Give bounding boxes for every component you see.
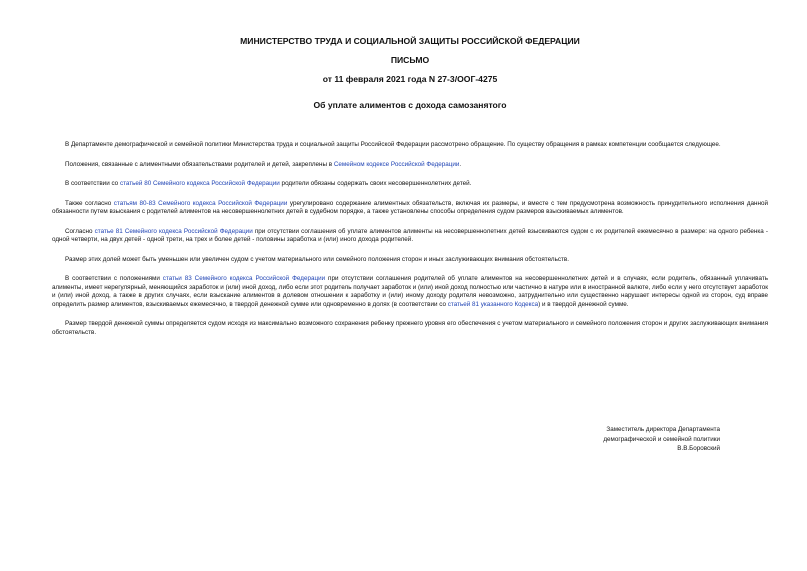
- family-code-link[interactable]: Семейном кодексе Российской Федерации: [333, 160, 460, 168]
- article-81-code-link[interactable]: статьей 81 указанного Кодекса: [447, 300, 539, 308]
- paragraph-text: урегулировано содержание алиментных обязательств, включая их размеры, и вместе с тем предусмотрена возможность принудительного исполнения данной обязанности путем взыскания с родителей алиментов на несовершеннолетних детей в судебном порядке, а также установлены способы определения судом размеров взыскиваемых алиментов.: [52, 199, 768, 215]
- paragraph-text: родители обязаны содержать своих несовершеннолетних детей.: [279, 180, 472, 187]
- signature-position: Заместитель директора Департамента: [606, 426, 720, 433]
- paragraph-text: Положения, связанные с алиментными обязательствами родителей и детей, закреплены в: [65, 160, 334, 168]
- article-81-link[interactable]: статье 81 Семейного кодекса Российской Федерации: [94, 227, 253, 235]
- paragraph-article-81: [52, 228, 768, 245]
- paragraph-articles-80-83: [52, 200, 768, 217]
- paragraph-text: В соответствии с положениями: [65, 275, 163, 282]
- paragraph-text: при отсутствии соглашения родителей об уплате алиментов на несовершеннолетних детей и в случаях, если родитель, обязанный уплачивать алименты, имеет нерегулярный, меняющийся заработок и (или) иной доход, либо если этот родитель получает заработок и (или) иной доход полностью или частично в натуре или в иностранной валюте, либо если у него отсутствует заработок и (или) иной доход, а также в других случаях, если взыскание алиментов в долевом отношении к заработку и (или) иному доходу родителя невозможно, затруднительно или существенно нарушает интересы одной из сторон, суд вправе определить размер алиментов, взыскиваемых ежемесячно, в твердой денежной сумме или одновременно в долях (в соответствии со: [52, 275, 768, 308]
- paragraph-text: ) и в твердой денежной сумме.: [538, 300, 629, 308]
- paragraph-article-80: [52, 180, 768, 189]
- paragraph-text: при отсутствии соглашения об уплате алиментов алименты на несовершеннолетних детей взыскиваются судом с их родителей ежемесячно в размере: на одного ребенка - одной четверти, на двух детей - одной трети, на трех и более детей - половины заработка и (или) иного дохода родителей.: [52, 227, 768, 243]
- paragraph-article-83: [52, 275, 768, 309]
- signature-department: демографической и семейной политики: [603, 435, 720, 443]
- paragraph-text: В соответствии со: [65, 180, 120, 187]
- document-date-number: от 11 февраля 2021 года N 27-3/ООГ-4275: [322, 74, 498, 84]
- article-83-link[interactable]: статьи 83 Семейного кодекса Российской Федерации: [162, 275, 326, 282]
- signature-name: В.В.Боровский: [677, 445, 720, 452]
- paragraph-family-code: [52, 161, 768, 170]
- articles-80-83-link[interactable]: статьям 80-83 Семейного кодекса Российской Федерации: [113, 199, 288, 207]
- paragraph-intro: В Департаменте демографической и семейной политики Министерства труда и социальной защиты Российской Федерации рассмотрено обращение. По существу обращения в рамках компетенции сообщается следующее.: [65, 141, 721, 148]
- paragraph-text: .: [459, 160, 462, 168]
- signature-block: [602, 425, 720, 454]
- paragraph-text: Согласно: [65, 227, 95, 235]
- article-80-link[interactable]: статьей 80 Семейного кодекса Российской Федерации: [119, 180, 280, 187]
- document-type: ПИСЬМО: [390, 55, 430, 65]
- paragraph-shares-adjustment: Размер этих долей может быть уменьшен или увеличен судом с учетом материального или семейного положения сторон и иных заслуживающих внимания обстоятельств.: [65, 255, 569, 263]
- letter-page: [52, 0, 768, 337]
- document-subject: Об уплате алиментов с дохода самозанятого: [313, 100, 507, 110]
- paragraph-text: Также согласно: [65, 199, 114, 207]
- paragraph-fixed-sum: Размер твердой денежной суммы определяется судом исходя из максимально возможного сохранения ребенку прежнего уровня его обеспечения с учетом материального и семейного положения сторон и других заслуживающих внимания обстоятельств.: [52, 320, 768, 336]
- ministry-heading: МИНИСТЕРСТВО ТРУДА И СОЦИАЛЬНОЙ ЗАЩИТЫ РОССИЙСКОЙ ФЕДЕРАЦИИ: [240, 36, 580, 46]
